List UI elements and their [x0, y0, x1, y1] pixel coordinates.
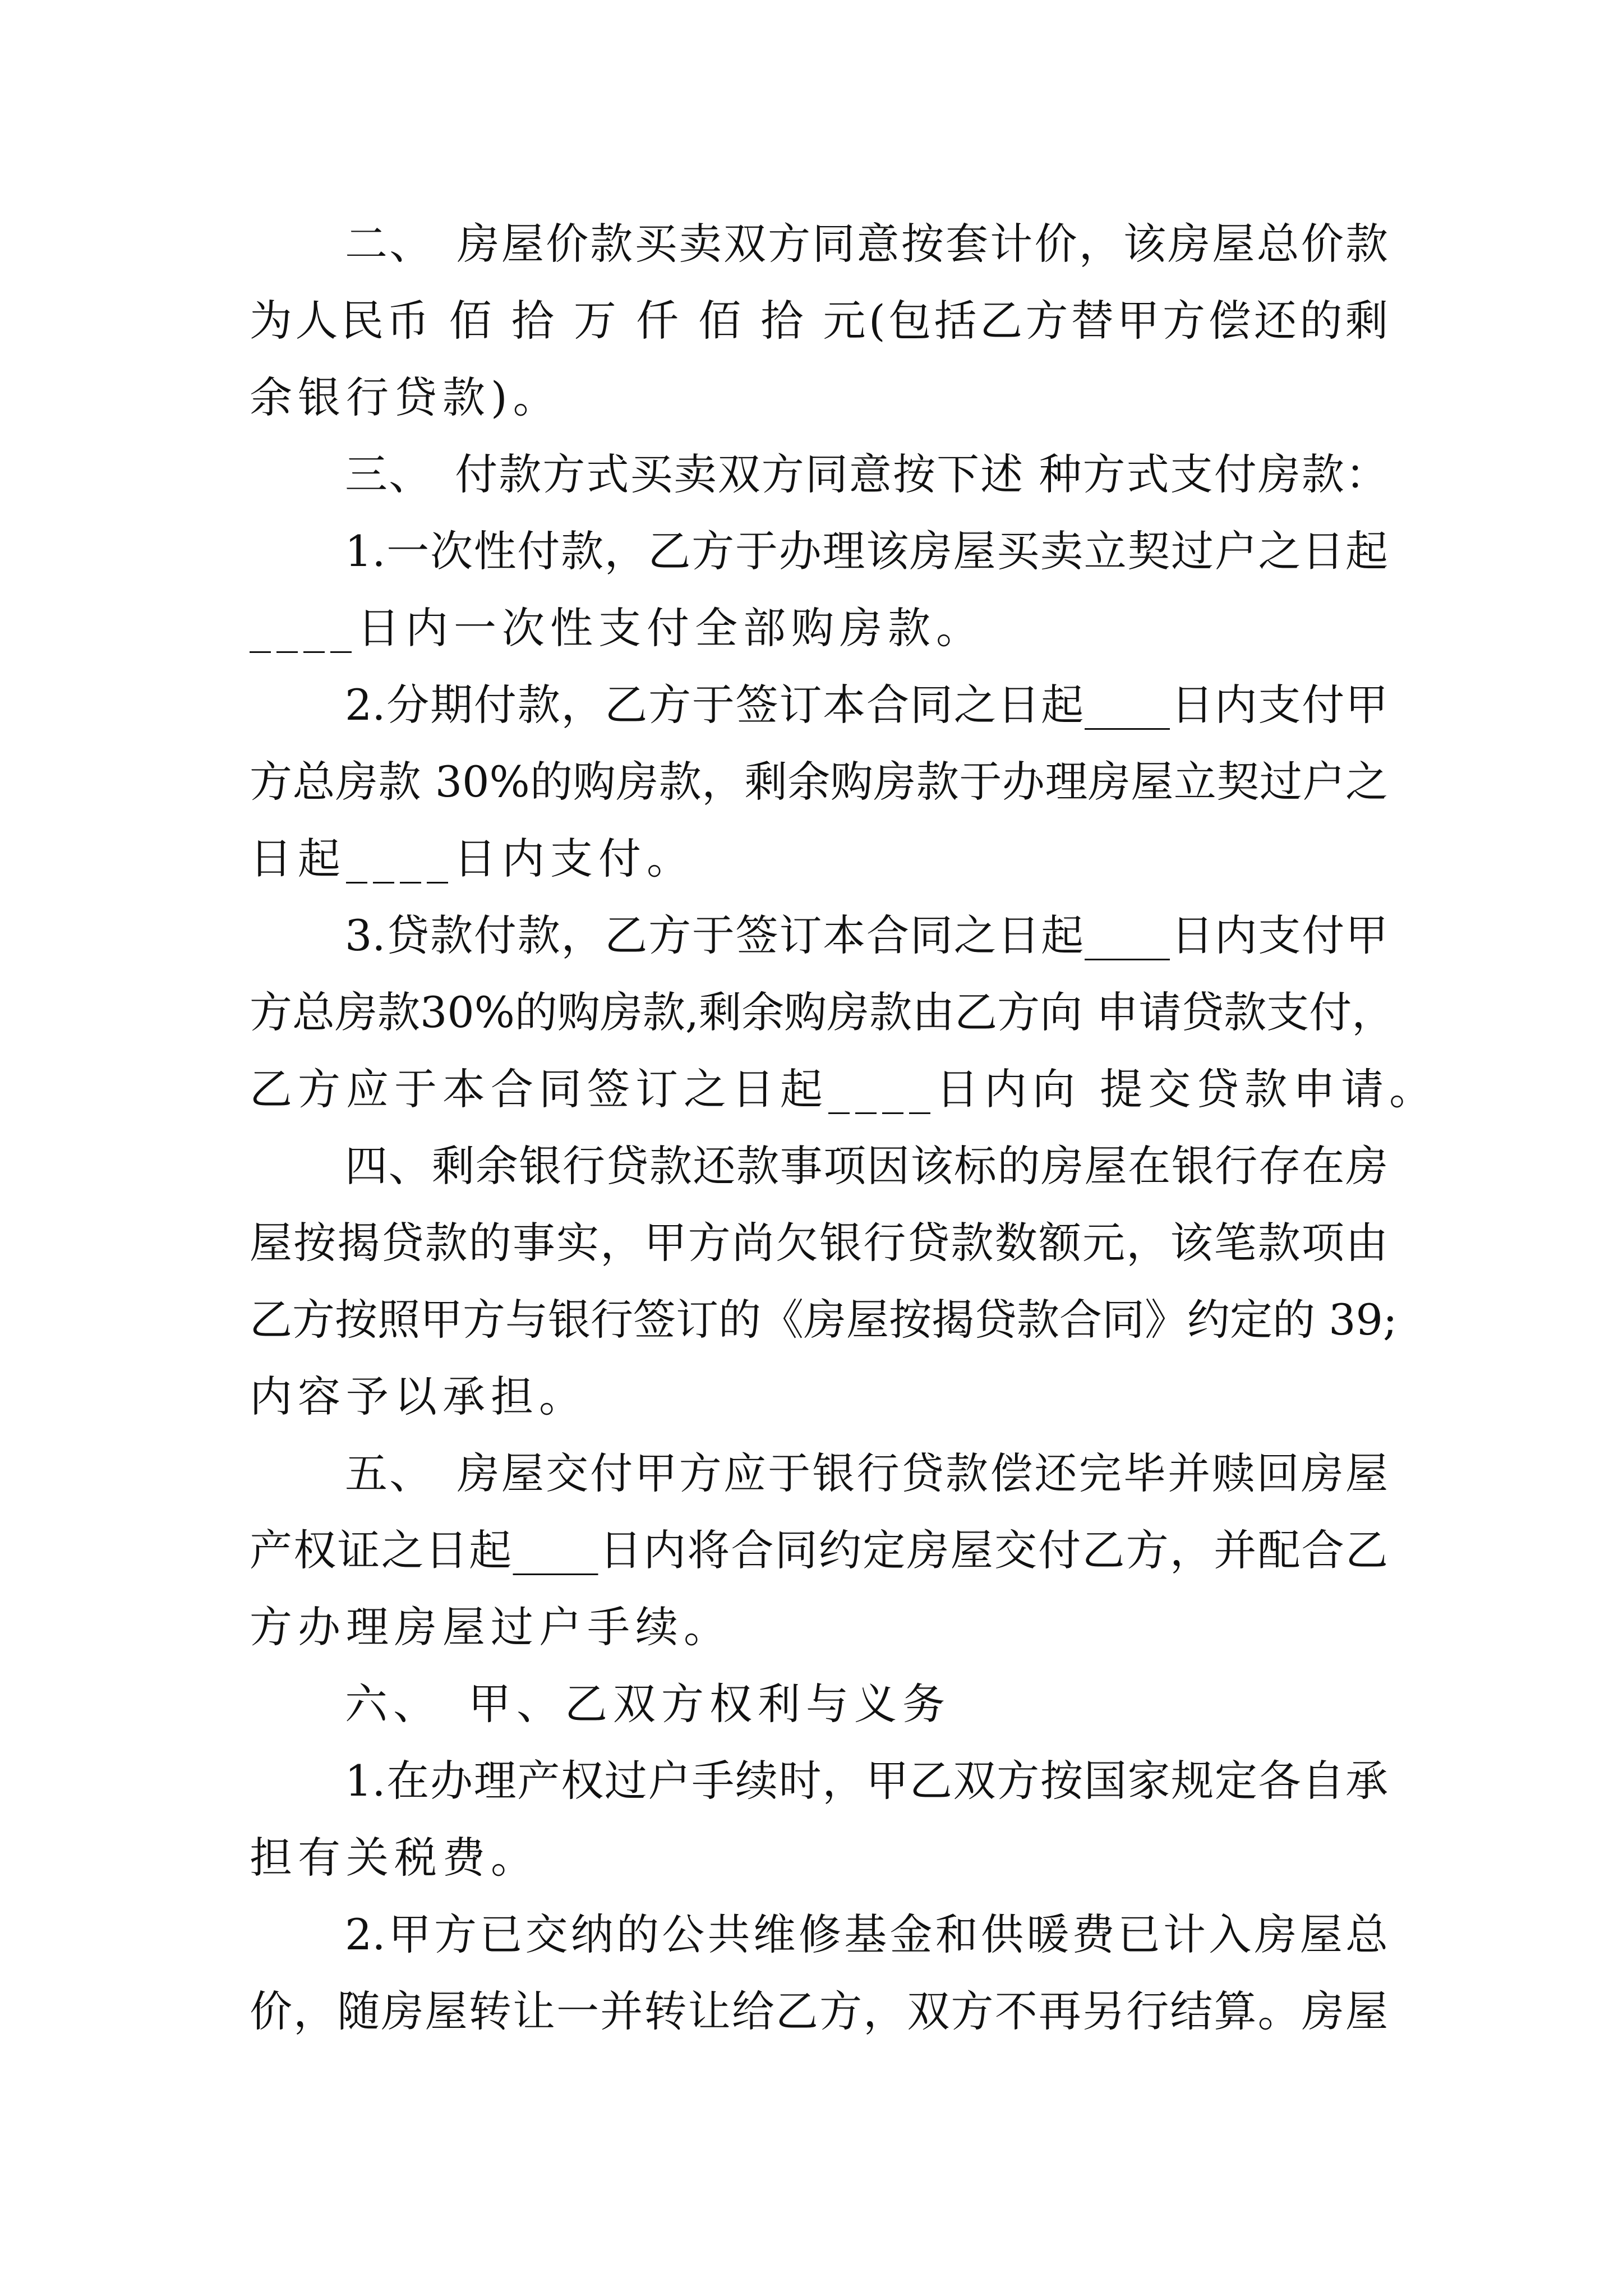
text-line: 1.一次性付款，乙方于办理该房屋买卖立契过户之日起: [345, 526, 1388, 576]
text-line: 余银行贷款)。: [250, 372, 561, 422]
text-line: 四、剩余银行贷款还款事项因该标的房屋在银行存在房: [345, 1141, 1388, 1191]
text-line: 2.甲方已交纳的公共维修基金和供暖费已计入房屋总: [345, 1910, 1388, 1959]
text-line: 价，随房屋转让一并转让给乙方，双方不再另行结算。房屋: [250, 1986, 1388, 2036]
text-line: ____日内一次性支付全部购房款。: [250, 603, 984, 653]
text-line: 方总房款30%的购房款,剩余购房款由乙方向 申请贷款支付，: [250, 987, 1395, 1037]
text-line: 二、 房屋价款买卖双方同意按套计价，该房屋总价款: [345, 219, 1388, 269]
text-line: 3.贷款付款，乙方于签订本合同之日起____日内支付甲: [345, 910, 1388, 960]
text-line: 方办理房屋过户手续。: [250, 1602, 732, 1652]
text-line: 内容予以承担。: [250, 1372, 587, 1421]
text-line: 方总房款 30%的购房款，剩余购房款于办理房屋立契过户之: [250, 757, 1388, 807]
text-line: 六、 甲、乙双方权利与义务: [345, 1679, 951, 1729]
text-line: 五、 房屋交付甲方应于银行贷款偿还完毕并赎回房屋: [345, 1448, 1388, 1498]
text-line: 1.在办理产权过户手续时，甲乙双方按国家规定各自承: [345, 1756, 1388, 1806]
text-line: 产权证之日起____日内将合同约定房屋交付乙方，并配合乙: [250, 1525, 1388, 1575]
text-line: 为人民币 佰 拾 万 仟 佰 拾 元(包括乙方替甲方偿还的剩: [250, 296, 1388, 346]
text-line: 三、 付款方式买卖双方同意按下述 种方式支付房款：: [345, 449, 1388, 499]
text-line: 屋按揭贷款的事实，甲方尚欠银行贷款数额元，该笔款项由: [250, 1218, 1388, 1268]
text-line: 担有关税费。: [250, 1833, 539, 1883]
text-line: 2.分期付款，乙方于签订本合同之日起____日内支付甲: [345, 680, 1388, 730]
text-line: 日起____日内支付。: [250, 834, 695, 884]
text-line: 乙方应于本合同签订之日起____日内向 提交贷款申请。: [250, 1064, 1438, 1114]
text-line: 乙方按照甲方与银行签订的《房屋按揭贷款合同》约定的 39;: [250, 1295, 1398, 1345]
